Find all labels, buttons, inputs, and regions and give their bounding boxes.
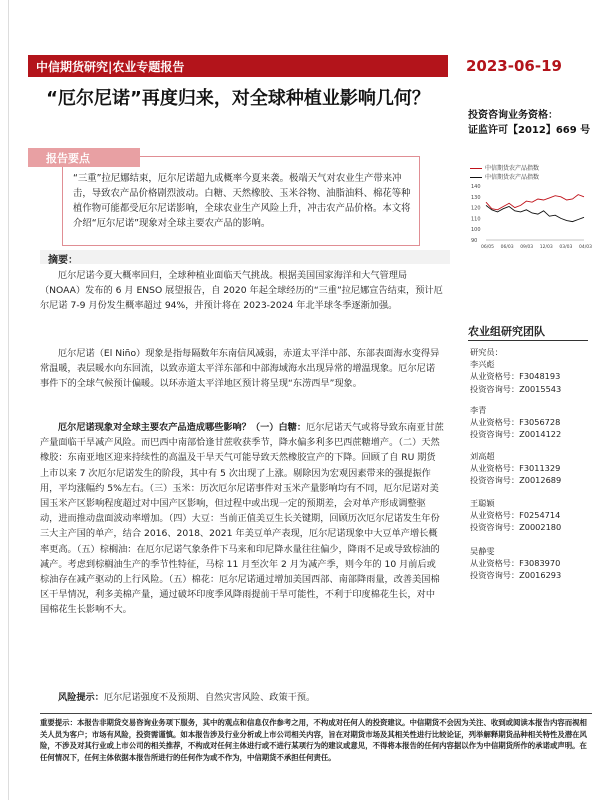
team-divider [468, 340, 588, 341]
chart-y-tick: 90 [471, 238, 478, 244]
chart-legend [470, 164, 588, 182]
abstract-paragraph-2: 厄尔尼诺（El Niño）现象是指每隔数年东南信风减弱，赤道太平洋中部、东部表面海水变得异常温暖，表层暖水向东回流，以致赤道太平洋东部和中部海域海水出现异常的增温现象。厄尔尼诺事件下的全球气候预计偏暖。以环赤道太平洋地区预计将呈现“东涝西旱”现象。 [40, 348, 440, 390]
legend-item-1: 中信期货农产品指数 [470, 164, 588, 173]
summary-text: “三重”拉尼娜结束，厄尔尼诺超九成概率今夏来袭。极端天气对农业生产带来冲击，导致农产品价格剧烈波动。白糖、天然橡胶、玉米谷物、油脂油料、棉花等种植作物可能都受厄尔尼诺影响，全球农业生产风险上升，冲击农产品价格。本文将介绍“厄尔尼诺”现象对全球主要农产品的影响。 [73, 173, 411, 229]
chart-x-tick: 06/05 [481, 245, 494, 250]
page-left-rule [8, 0, 9, 800]
abstract-paragraph-3: 厄尔尼诺现象对全球主要农产品造成哪些影响？（一）白糖：厄尔尼诺天气或将导致东南亚甘蔗产量面临干旱减产风险。而巴西中南部恰逢甘蔗收获季节，降水偏多利多巴西蔗糖增产。（二）天然橡胶：东南亚地区迎来持续性的高温及干旱天气可能导致天然橡胶宣产的下降。回顾了自 RU 期货上市以来 7 次厄尔尼诺发生的阶段，其中有 5 次出现了上涨。剔除因为宏观因素带来的强提振作用，平均涨幅约 5%左右。（三）玉米：历次厄尔尼诺事件对玉米产量影响均有不同，厄尔尼诺对美国玉米产区影响程度超过对中国产区影响，但过程中或出现一定的预期差，会对单产形成调整驱动，进而推动盘面波动率增加。（四）大豆：当前正值美豆生长关键期，回顾历次厄尔尼诺发生年份三大主产国的单产，结合 2016、2018、2021 年美豆单产表现，厄尔尼诺现象中大豆单产增长概率更高。（五）棕榈油：在厄尔尼诺气象条件下马来和印尼降水量往往偏少，降雨不足或导致棕油的减产。考虑到棕榈油生产的季节性特征，马棕 11 月至次年 2 月为减产季，则今年的 10 月前后或棕油存在减产驱动的上行风险。（五）棉花：厄尔尼诺通过增加美国西部、南部降雨量，改善美国棉区干旱情况，利多美棉产量，通过破坏印度季风降雨提前干旱可能性，不利于印度棉花生长，对中国棉花生长影响不大。 [40, 422, 444, 616]
chart-x-tick: 09/03 [520, 245, 534, 250]
abstract-bar [40, 250, 450, 264]
chart-y-tick: 110 [471, 216, 481, 223]
qualification-line-1: 投资咨询业务资格： [468, 110, 558, 121]
qualification-info [468, 108, 590, 138]
abstract-paragraph-1: 厄尔尼诺今夏大概率回归，全球种植业面临天气挑战。根据美国国家海洋和大气管理局（NOAA）发布的 6 月 ENSO 展望报告，自 2020 年起全球经历的“三重”拉尼娜宣告结束，预计厄尔尼诺 7-9 月份发生概率超过 94%，并预计将在 2023-2024 年北半球冬季逐渐加强。 [40, 270, 443, 312]
chart-x-tick: 04/03 [579, 245, 592, 250]
team-member: 研究员： 李兴彪 从业资格号：F3048193 投资咨询号：Z0015543 [470, 347, 562, 394]
report-header-bar: 中信期货研究|农业专题报告 [28, 55, 448, 77]
abstract-label: 摘要： [48, 255, 78, 266]
report-date: 2023-06-19 [466, 57, 562, 75]
team-member: 吴静雯 从业资格号：F3083970 投资咨询号：Z0016293 [470, 546, 562, 581]
index-chart [470, 164, 592, 259]
chart-plot [470, 182, 592, 252]
chart-y-tick: 100 [471, 227, 481, 234]
team-member: 李青 从业资格号：F3056728 投资咨询号：Z0014122 [470, 405, 562, 440]
chart-x-tick: 03/03 [559, 245, 573, 250]
chart-x-tick: 12/03 [539, 245, 553, 250]
chart-y-tick: 130 [471, 194, 481, 201]
team-member: 王聪颖 从业资格号：F0254714 投资咨询号：Z0002180 [470, 498, 562, 533]
disclaimer-text: 重要提示：本报告非期货交易咨询业务项下服务，其中的观点和信息仅作参考之用，不构成对任何人的投资建议。中信期货不会因为关注、收到或阅读本报告内容而视相关人员为客户；市场有风险，投资需谨慎。如本报告涉及行业分析或上市公司相关内容，旨在对期货市场及其相关性进行比较论证，列举解释期货品种相关特性及潜在风险，不涉及对其行业或上市公司的相关推荐，不构成对任何主体进行或不进行某项行为的建议或意见，不得将本报告的任何内容据以作为中信期货所作的承诺或声明。在任何情况下，任何主体依据本报告所进行的任何作为或不作为，中信期货不承担任何责任。 [40, 718, 587, 762]
team-title: 农业组研究团队 [468, 325, 545, 338]
chart-x-tick: 06/03 [500, 245, 514, 250]
qualification-line-2: 证监许可【2012】669 号 [468, 125, 591, 136]
team-member: 刘高超 从业资格号：F3011329 投资咨询号：Z0012689 [470, 451, 562, 486]
chart-y-tick: 140 [471, 184, 481, 190]
disclaimer-divider [40, 713, 592, 714]
risk-warning: 风险提示：厄尔尼诺强度不及预期、自然灾害风险、政策干预。 [58, 692, 316, 703]
legend-item-2: 中信期货农产品指数 [470, 173, 588, 182]
summary-tab: 报告要点 [28, 148, 140, 167]
report-title: “厄尔尼诺”再度归来，对全球种植业影响几何？ [46, 88, 430, 109]
summary-box [62, 156, 420, 246]
chart-series-line-1 [486, 195, 584, 210]
chart-y-tick: 120 [471, 205, 481, 212]
